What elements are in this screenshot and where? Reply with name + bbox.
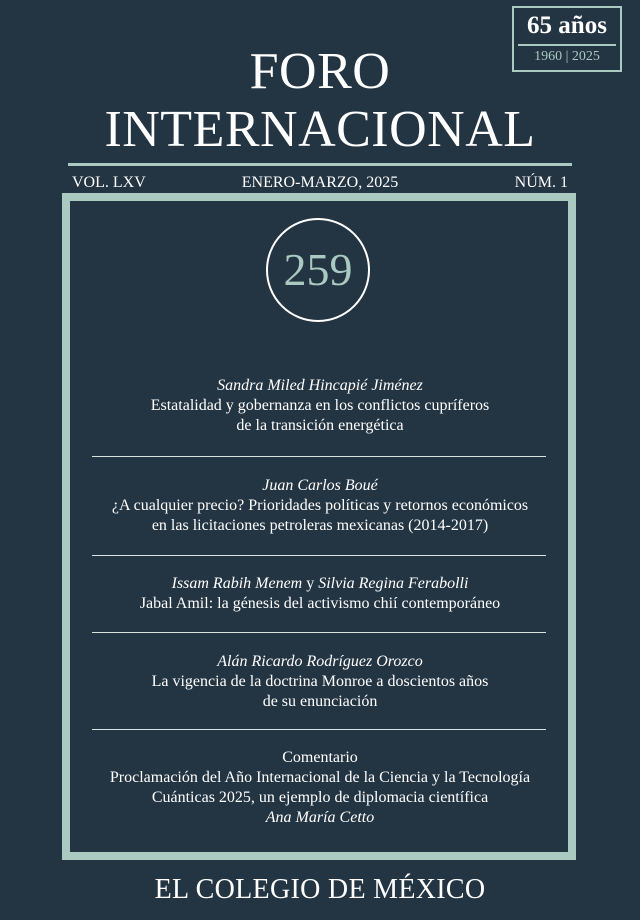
commentary-title-line: Proclamación del Año Internacional de la Ciencia y la Tecnología (109, 769, 531, 786)
journal-title-line1: FORO (249, 43, 391, 100)
article-4 (80, 652, 560, 712)
article-title-line: de su enunciación (262, 693, 378, 710)
commentary-title-line: Cuánticas 2025, un ejemplo de diplomacia científica (151, 789, 489, 806)
article-title-line: La vigencia de la doctrina Monroe a doscientos años (151, 673, 489, 690)
commentary (80, 748, 560, 828)
article-author: Juan Carlos Boué (262, 477, 378, 494)
issue-period: ENERO-MARZO, 2025 (241, 174, 399, 191)
commentary-label: Comentario (282, 749, 358, 766)
article-title-line: ¿A cualquier precio? Prioridades políticas y retornos económicos (111, 497, 529, 514)
article-3 (80, 574, 560, 614)
article-1 (80, 376, 560, 436)
publisher-name: EL COLEGIO DE MÉXICO (154, 874, 486, 905)
anniversary-label: 65 años (527, 12, 607, 39)
issue-number-circle: 259 (266, 218, 370, 322)
author-connector: y (306, 575, 315, 592)
article-divider (92, 632, 546, 633)
article-divider (92, 729, 546, 730)
issue-number-label: NÚM. 1 (514, 174, 568, 191)
article-title-line: Estatalidad y gobernanza en los conflictos cupríferos (150, 397, 490, 414)
article-divider (92, 456, 546, 457)
article-author: Issam Rabih Menem (171, 575, 303, 592)
article-authors (80, 574, 560, 594)
title-rule (68, 163, 572, 166)
article-title-line: Jabal Amil: la génesis del activismo chií contemporáneo (139, 595, 501, 612)
commentary-author: Ana María Cetto (265, 809, 375, 826)
article-title-line: en las licitaciones petroleras mexicanas (2014-2017) (151, 517, 489, 534)
article-author: Silvia Regina Ferabolli (318, 575, 469, 592)
article-title-line: de la transición energética (236, 417, 404, 434)
article-author: Alán Ricardo Rodríguez Orozco (217, 653, 423, 670)
article-divider (92, 555, 546, 556)
article-2 (80, 476, 560, 536)
journal-title-line2: INTERNACIONAL (104, 101, 536, 158)
article-author: Sandra Miled Hincapié Jiménez (217, 377, 423, 394)
volume-label: VOL. LXV (72, 174, 146, 191)
anniversary-years: 1960 | 2025 (534, 49, 600, 64)
